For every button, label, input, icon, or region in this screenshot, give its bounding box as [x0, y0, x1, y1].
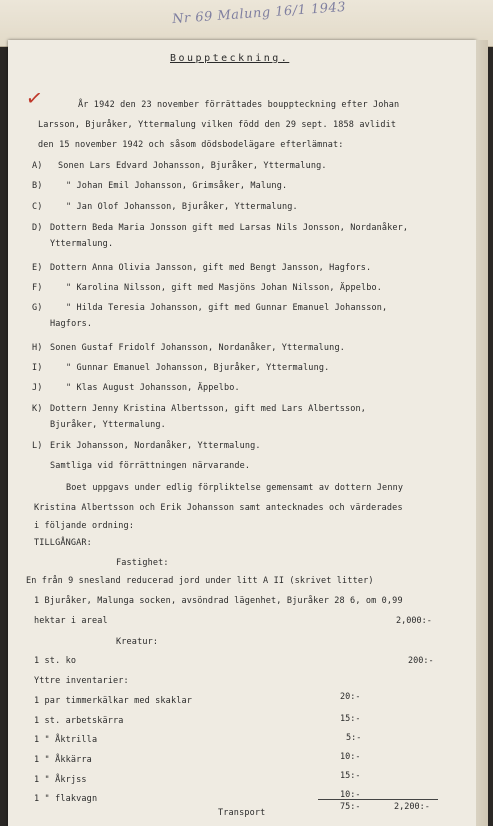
property-heading: Fastighet:: [116, 558, 169, 568]
estate-intro-line: i följande ordning:: [34, 521, 135, 531]
heir-letter: B): [32, 181, 43, 191]
heir-line: Dottern Jenny Kristina Albertsson, gift med Lars Albertsson,: [50, 404, 367, 414]
heir-letter: K): [32, 404, 43, 414]
equipment-item: 1 par timmerkälkar med skaklar: [34, 696, 193, 706]
estate-intro-line: Boet uppgavs under edlig förpliktelse gemensamt av dottern Jenny: [66, 483, 404, 493]
equipment-amount: 10:-: [340, 752, 361, 762]
intro-line: År 1942 den 23 november förrättades bouppteckning efter Johan: [78, 100, 400, 110]
equipment-heading: Yttre inventarier:: [34, 676, 129, 686]
equipment-item: 1 " Åkkärra: [34, 755, 92, 765]
livestock-amount: 200:-: [408, 656, 434, 666]
estate-intro-line: Kristina Albertsson och Erik Johansson samt antecknades och värderades: [34, 503, 403, 513]
heir-line: Dottern Beda Maria Jonsson gift med Larsas Nils Jonsson, Nordanåker,: [50, 223, 409, 233]
heir-line: Dottern Anna Olivia Jansson, gift med Bengt Jansson, Hagfors.: [50, 263, 372, 273]
heir-line: " Karolina Nilsson, gift med Masjöns Johan Nilsson, Äppelbo.: [66, 283, 383, 293]
transport-label: Transport: [218, 808, 266, 818]
heir-letter: A): [32, 161, 43, 171]
equipment-amount: 15:-: [340, 771, 361, 781]
equipment-item: 1 " Åkrjss: [34, 775, 87, 785]
heir-line: " Gunnar Emanuel Johansson, Bjuråker, Yttermalung.: [66, 363, 330, 373]
heir-letter: E): [32, 263, 43, 273]
heir-line: " Hilda Teresia Johansson, gift med Gunnar Emanuel Johansson,: [66, 303, 388, 313]
document-title: Bouppteckning.: [170, 53, 290, 64]
equipment-item: 1 " flakvagn: [34, 794, 98, 804]
heir-line: Yttermalung.: [50, 239, 114, 249]
estate-inventory-page: [8, 40, 476, 826]
intro-line: den 15 november 1942 och såsom dödsbodelägare efterlämnat:: [38, 140, 344, 150]
intro-line: Larsson, Bjuråker, Yttermalung vilken född den 29 sept. 1858 avlidit: [38, 120, 397, 130]
heir-letter: C): [32, 202, 43, 212]
property-line: En från 9 snesland reducerad jord under litt A II (skrivet litter): [26, 576, 374, 586]
heir-line: Hagfors.: [50, 319, 93, 329]
heir-line: Sonen Lars Edvard Johansson, Bjuråker, Yttermalung.: [58, 161, 327, 171]
equipment-amount: 5:-: [346, 733, 362, 743]
heir-line: Sonen Gustaf Fridolf Johansson, Nordanåker, Yttermalung.: [50, 343, 345, 353]
heir-letter: J): [32, 383, 43, 393]
transport-total: 2,200:-: [394, 802, 430, 812]
heir-line: " Johan Emil Johansson, Grimsåker, Malung.: [66, 181, 288, 191]
margin-note: Nr 69 Malung 16/1 1943: [171, 0, 347, 28]
heir-letter: D): [32, 223, 43, 233]
heir-letter: I): [32, 363, 43, 373]
equipment-amount: 15:-: [340, 714, 361, 724]
check-mark-icon: ✓: [24, 84, 45, 112]
heir-line: Bjuråker, Yttermalung.: [50, 420, 166, 430]
assets-heading: TILLGÅNGAR:: [34, 538, 92, 548]
heir-letter: H): [32, 343, 43, 353]
transport-subtotal: 75:-: [340, 802, 361, 812]
sum-rule: [318, 799, 438, 800]
equipment-amount: 10:-: [340, 790, 361, 800]
property-line: hektar i areal: [34, 616, 108, 626]
attendance-note: Samtliga vid förrättningen närvarande.: [50, 461, 251, 471]
heir-letter: G): [32, 303, 43, 313]
equipment-amount: 20:-: [340, 692, 361, 702]
property-amount: 2,000:-: [396, 616, 432, 626]
equipment-item: 1 " Åktrilla: [34, 735, 98, 745]
heir-letter: F): [32, 283, 43, 293]
heir-line: " Klas August Johansson, Äppelbo.: [66, 383, 240, 393]
heir-letter: L): [32, 441, 43, 451]
property-line: 1 Bjuråker, Malunga socken, avsöndrad lägenhet, Bjuråker 28 6, om 0,99: [34, 596, 403, 606]
heir-line: Erik Johansson, Nordanåker, Yttermalung.: [50, 441, 261, 451]
equipment-item: 1 st. arbetskärra: [34, 716, 124, 726]
livestock-heading: Kreatur:: [116, 637, 159, 647]
livestock-item: 1 st. ko: [34, 656, 77, 666]
heir-line: " Jan Olof Johansson, Bjuråker, Yttermalung.: [66, 202, 298, 212]
